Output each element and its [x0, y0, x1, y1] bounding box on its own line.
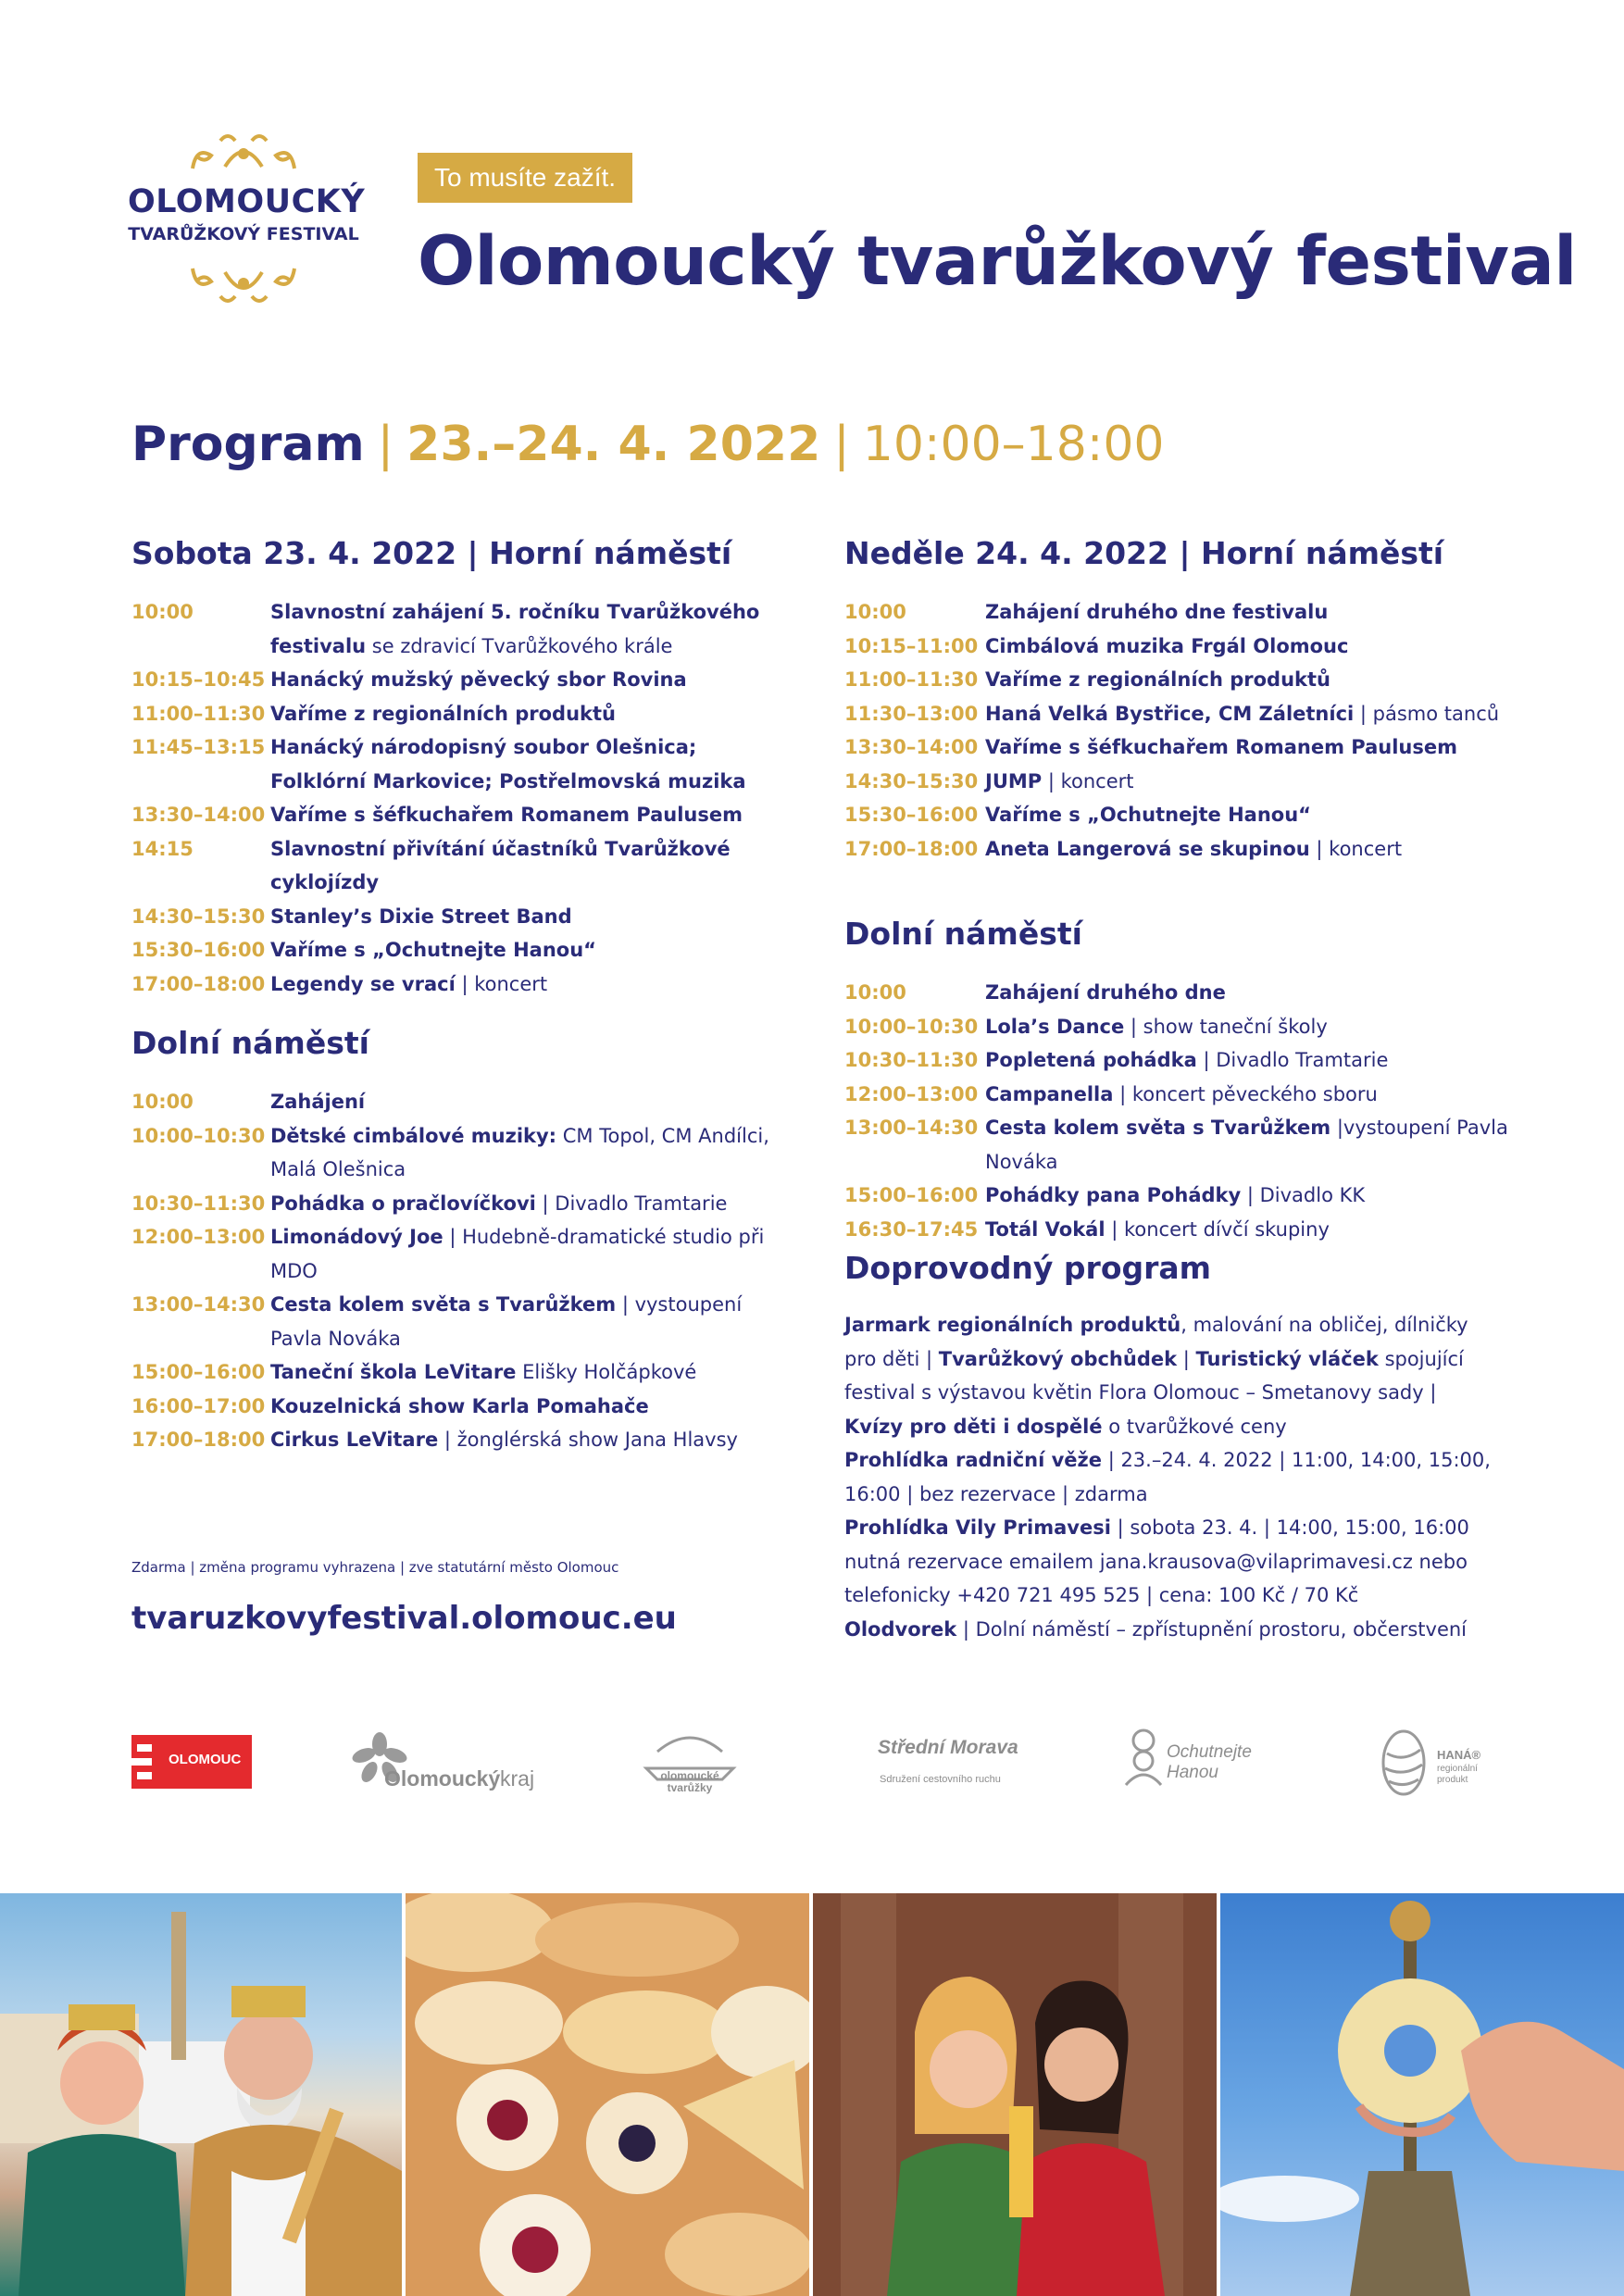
schedule-row [844, 976, 1511, 1010]
schedule-detail: | Hudebně-dramatické studio při MDO [270, 1226, 765, 1282]
ornament-bottom-icon [183, 259, 304, 307]
schedule-event: Vaříme s „Ochutnejte Hanou“ [985, 804, 1311, 826]
photo-pastries [406, 1893, 809, 2296]
partner-logo-hana [1376, 1726, 1496, 1800]
schedule-event: Vaříme z regionálních produktů [270, 702, 616, 725]
kraj-text-1: Olomoucký [384, 1766, 501, 1791]
sunday-lower-section [844, 911, 1511, 1246]
ochutnejte-text: Ochutnejte Hanou [1167, 1742, 1252, 1782]
schedule-row [131, 1187, 798, 1221]
bold-text: Kvízy pro děti i dospělé [844, 1415, 1103, 1438]
schedule-row [131, 1390, 798, 1424]
schedule-time: 13:30–14:00 [131, 804, 266, 826]
hana-text: HANÁ® [1437, 1748, 1481, 1762]
schedule-row [844, 1111, 1511, 1179]
schedule-time: 15:00–16:00 [844, 1184, 979, 1206]
festival-logo [128, 130, 366, 315]
schedule-row [131, 1220, 798, 1288]
schedule-time: 11:00–11:30 [131, 702, 266, 725]
schedule-description [985, 976, 1511, 1010]
schedule-time: 10:00–10:30 [844, 1015, 979, 1038]
schedule-row [131, 1423, 798, 1457]
bold-text: Prohlídka radniční věže [844, 1449, 1103, 1471]
schedule-detail: |vystoupení Pavla Nováka [985, 1117, 1508, 1173]
schedule-description [270, 1288, 798, 1355]
schedule-detail: CM Topol, CM Andílci, Malá Olešnica [270, 1124, 769, 1180]
schedule-time: 10:15–11:00 [844, 634, 979, 657]
schedule-detail: | show taneční školy [1124, 1015, 1328, 1038]
page-title: Olomoucký tvarůžkový festival [418, 222, 1577, 301]
olomouc-logo-text: OLOMOUC [169, 1752, 242, 1767]
sunday-lower-heading: Dolní náměstí [844, 916, 1082, 952]
schedule-row [844, 663, 1511, 697]
schedule-row [131, 595, 798, 663]
text: , malování na obličej, dílničky pro děti | [844, 1314, 1468, 1370]
logo-line-1: OLOMOUCKÝ [128, 183, 366, 220]
saturday-upper-section [131, 530, 798, 1001]
olomouc-mark-icon [131, 1735, 159, 1789]
bold-text: Olodvorek [844, 1617, 957, 1641]
schedule-event: Pohádka o pračlovíčkovi [270, 1192, 536, 1215]
schedule-row [844, 595, 1511, 630]
schedule-description [270, 663, 798, 697]
chef-icon [1122, 1728, 1165, 1792]
saturday-lower-section [131, 1020, 798, 1457]
schedule-event: Kouzelnická show Karla Pomahače [270, 1394, 649, 1417]
schedule-event: Totál Vokál [985, 1217, 1106, 1241]
schedule-description [270, 967, 798, 1002]
partner-logo-stredni-morava [878, 1733, 1018, 1798]
schedule-row [844, 1078, 1511, 1112]
sunday-upper-section [844, 530, 1511, 866]
schedule-row [131, 832, 798, 900]
accompanying-para-4 [844, 1618, 1467, 1641]
schedule-description [985, 697, 1511, 731]
schedule-event: Campanella [985, 1082, 1114, 1105]
logo-line-2: TVARŮŽKOVÝ FESTIVAL [128, 224, 359, 244]
schedule-row [131, 1119, 798, 1187]
schedule-description [270, 933, 798, 967]
bold-text: Turistický vláček [1195, 1347, 1379, 1370]
schedule-event: Cesta kolem světa s Tvarůžkem [270, 1293, 617, 1316]
schedule-time: 16:30–17:45 [844, 1217, 979, 1241]
partner-logo-ochutnejte-hanou [1122, 1728, 1261, 1798]
schedule-time: 14:30–15:30 [131, 905, 266, 928]
accompanying-text [844, 1308, 1493, 1646]
schedule-event: Slavnostní přivítání účastníků Tvarůžkové cyklojízdy [270, 837, 731, 893]
saturday-schedule [131, 595, 798, 1001]
schedule-detail: se zdravicí Tvarůžkového krále [366, 634, 673, 657]
schedule-row [844, 1179, 1511, 1213]
schedule-time: 14:30–15:30 [844, 769, 979, 792]
schedule-time: 10:00–10:30 [131, 1124, 266, 1147]
schedule-time: 17:00–18:00 [131, 972, 266, 995]
schedule-description [985, 1111, 1511, 1179]
schedule-row [844, 730, 1511, 765]
schedule-time: 17:00–18:00 [131, 1429, 266, 1451]
schedule-description [985, 1213, 1511, 1247]
accompanying-section [844, 1245, 1511, 1646]
tvaruzek-in-hand-image [1220, 1893, 1624, 2296]
schedule-event: Stanley’s Dixie Street Band [270, 905, 572, 928]
pastries-image [406, 1893, 809, 2296]
schedule-event: Dětské cimbálové muziky: [270, 1124, 557, 1147]
schedule-time: 15:00–16:00 [131, 1361, 266, 1383]
schedule-detail: Elišky Holčápkové [516, 1361, 697, 1383]
schedule-row [131, 933, 798, 967]
schedule-description [985, 730, 1511, 765]
schedule-event: Lola’s Dance [985, 1015, 1125, 1038]
schedule-time: 14:15 [131, 837, 194, 860]
schedule-description [270, 1085, 798, 1119]
saturday-lower-schedule [131, 1085, 798, 1457]
schedule-detail: | koncert [1309, 837, 1403, 860]
schedule-description [985, 595, 1511, 630]
schedule-row [131, 1288, 798, 1355]
schedule-row [131, 1355, 798, 1390]
schedule-description [270, 832, 798, 900]
schedule-detail: | koncert dívčí skupiny [1105, 1217, 1330, 1241]
schedule-time: 12:00–13:00 [131, 1226, 266, 1248]
schedule-description [985, 630, 1511, 664]
schedule-row [844, 1213, 1511, 1247]
schedule-row [844, 832, 1511, 867]
schedule-detail: | pásmo tanců [1354, 702, 1500, 725]
schedule-event: Zahájení druhého dne [985, 981, 1226, 1004]
tagline-badge: To musíte zažít. [418, 153, 632, 203]
schedule-event: Haná Velká Bystřice, CM Záletníci [985, 702, 1355, 725]
schedule-description [985, 1043, 1511, 1078]
schedule-description [270, 1119, 798, 1187]
bold-text: Tvarůžkový obchůdek [938, 1347, 1178, 1370]
schedule-event: Hanácký mužský pěvecký sbor Rovina [270, 668, 687, 691]
schedule-time: 12:00–13:00 [844, 1082, 979, 1105]
partner-logo-olomouc [131, 1735, 252, 1789]
schedule-description [985, 1078, 1511, 1112]
program-line [131, 412, 1165, 477]
schedule-event: Vaříme s šéfkuchařem Romanem Paulusem [270, 804, 743, 826]
bold-text: Jarmark regionálních produktů [844, 1314, 1181, 1336]
schedule-detail: | Divadlo KK [1241, 1184, 1366, 1206]
schedule-event: Vaříme s „Ochutnejte Hanou“ [270, 939, 596, 961]
schedule-time: 16:00–17:00 [131, 1394, 266, 1417]
footnote: Zdarma | změna programu vyhrazena | zve statutární město Olomouc [131, 1559, 619, 1576]
program-separator: | [377, 417, 394, 472]
schedule-row [131, 697, 798, 731]
schedule-event: Vaříme z regionálních produktů [985, 668, 1330, 691]
schedule-row [844, 798, 1511, 832]
leaf-icon [1376, 1726, 1433, 1798]
stredni-morava-text: Střední Morava [878, 1737, 1018, 1758]
schedule-event: Legendy se vrací [270, 972, 456, 995]
schedule-description [270, 730, 798, 798]
schedule-row [844, 1043, 1511, 1078]
saturday-lower-heading: Dolní náměstí [131, 1025, 369, 1061]
text: spojující festival s výstavou květin Flora Olomouc – Smetanovy sady | [844, 1347, 1464, 1404]
accompanying-para-1 [844, 1314, 1468, 1438]
schedule-row [131, 798, 798, 832]
schedule-time: 10:00 [844, 981, 906, 1004]
schedule-event: JUMP [985, 769, 1043, 792]
hana-subtext: regionální produkt [1437, 1764, 1478, 1785]
royal-couple-image [0, 1893, 402, 2296]
schedule-time: 10:15–10:45 [131, 668, 266, 691]
schedule-time: 10:00 [131, 1091, 194, 1113]
schedule-event: Cimbálová muzika Frgál Olomouc [985, 634, 1349, 657]
partner-logo-olomoucke-tvaruzky [639, 1724, 741, 1802]
program-hours: 10:00–18:00 [862, 417, 1165, 472]
schedule-description [270, 900, 798, 934]
schedule-time: 11:45–13:15 [131, 736, 266, 758]
schedule-detail: | Divadlo Tramtarie [535, 1192, 728, 1215]
schedule-time: 15:30–16:00 [131, 939, 266, 961]
schedule-description [270, 595, 798, 663]
schedule-event: Zahájení [270, 1091, 366, 1113]
schedule-row [131, 730, 798, 798]
schedule-description [985, 765, 1511, 799]
schedule-time: 11:30–13:00 [844, 702, 979, 725]
schedule-detail: | Divadlo Tramtarie [1196, 1049, 1389, 1071]
text: o tvarůžkové ceny [1102, 1415, 1287, 1438]
ornament-top-icon [183, 130, 304, 178]
program-label: Program [131, 417, 365, 472]
schedule-row [131, 900, 798, 934]
sunday-heading: Neděle 24. 4. 2022 | Horní náměstí [844, 535, 1444, 571]
schedule-row [844, 630, 1511, 664]
tvaruzky-text: olomoucké tvarůžky [660, 1769, 719, 1794]
schedule-event: Popletená pohádka [985, 1049, 1197, 1071]
schedule-description [985, 663, 1511, 697]
schedule-time: 10:00 [844, 601, 906, 623]
photo-tvaruzek-in-hand [1220, 1893, 1624, 2296]
schedule-event: Slavnostní zahájení 5. ročníku Tvarůžkového festivalu [270, 601, 760, 657]
schedule-description [270, 1390, 798, 1424]
schedule-detail: | koncert pěveckého sboru [1113, 1082, 1378, 1105]
schedule-description [985, 798, 1511, 832]
schedule-detail: | vystoupení Pavla Nováka [270, 1293, 743, 1350]
bold-text: Prohlídka Vily Primavesi [844, 1516, 1111, 1539]
schedule-row [131, 1085, 798, 1119]
accompanying-para-2 [844, 1449, 1491, 1505]
schedule-description [985, 1179, 1511, 1213]
schedule-time: 13:00–14:30 [131, 1293, 266, 1316]
schedule-event: Taneční škola LeVitare [270, 1361, 517, 1383]
schedule-row [844, 1010, 1511, 1044]
text: | Dolní náměstí – zpřístupnění prostoru, občerstvení [956, 1617, 1468, 1641]
schedule-event: Hanácký národopisný soubor Olešnica; Folklórní Markovice; Postřelmovská muzika [270, 736, 746, 792]
schedule-description [985, 832, 1511, 867]
sunday-lower-schedule [844, 976, 1511, 1246]
program-separator: | [833, 417, 850, 472]
schedule-description [985, 1010, 1511, 1044]
stredni-morava-subtext: Sdružení cestovního ruchu [880, 1774, 1001, 1785]
schedule-time: 17:00–18:00 [844, 837, 979, 860]
schedule-description [270, 1355, 798, 1390]
text: | sobota 23. 4. | 14:00, 15:00, 16:00 nutná rezervace emailem jana.krausova@vilaprimavesi.cz nebo telefonicky +420 721 495 525 | cena: 100 Kč / 70 Kč [844, 1516, 1469, 1606]
photo-royal-couple [0, 1893, 402, 2296]
saturday-heading: Sobota 23. 4. 2022 | Horní náměstí [131, 535, 732, 571]
schedule-time: 13:30–14:00 [844, 736, 979, 758]
schedule-time: 10:30–11:30 [131, 1192, 266, 1215]
schedule-description [270, 1423, 798, 1457]
schedule-description [270, 1220, 798, 1288]
schedule-detail: | koncert [1042, 769, 1134, 792]
schedule-description [270, 798, 798, 832]
schedule-time: 15:30–16:00 [844, 804, 979, 826]
kraj-text-2: kraj [500, 1766, 535, 1791]
schedule-row [131, 967, 798, 1002]
text: | [1177, 1347, 1196, 1370]
schedule-event: Limonádový Joe [270, 1226, 443, 1248]
program-dates: 23.–24. 4. 2022 [406, 417, 821, 472]
two-women-image [813, 1893, 1217, 2296]
schedule-event: Aneta Langerová se skupinou [985, 837, 1310, 860]
schedule-time: 13:00–14:30 [844, 1117, 979, 1139]
schedule-description [270, 1187, 798, 1221]
sunday-schedule [844, 595, 1511, 866]
schedule-row [844, 765, 1511, 799]
website-link[interactable]: tvaruzkovyfestival.olomouc.eu [131, 1600, 677, 1637]
schedule-row [844, 697, 1511, 731]
schedule-row [131, 663, 798, 697]
schedule-event: Zahájení druhého dne festivalu [985, 601, 1329, 623]
schedule-event: Cirkus LeVitare [270, 1429, 439, 1451]
schedule-event: Cesta kolem světa s Tvarůžkem [985, 1117, 1331, 1139]
accompanying-heading: Doprovodný program [844, 1250, 1212, 1286]
schedule-description [270, 697, 798, 731]
partner-logo-olomoucky-kraj [347, 1731, 542, 1796]
schedule-event: Pohádky pana Pohádky [985, 1184, 1242, 1206]
schedule-detail: | žonglérská show Jana Hlavsy [438, 1429, 738, 1451]
text: | 23.–24. 4. 2022 | 11:00, 14:00, 15:00, 16:00 | bez rezervace | zdarma [844, 1449, 1491, 1505]
schedule-time: 11:00–11:30 [844, 668, 979, 691]
schedule-time: 10:00 [131, 601, 194, 623]
schedule-detail: | koncert [455, 972, 548, 995]
schedule-time: 10:30–11:30 [844, 1049, 979, 1071]
photo-two-women [813, 1893, 1217, 2296]
accompanying-para-3 [844, 1516, 1469, 1606]
schedule-event: Vaříme s šéfkuchařem Romanem Paulusem [985, 736, 1457, 758]
